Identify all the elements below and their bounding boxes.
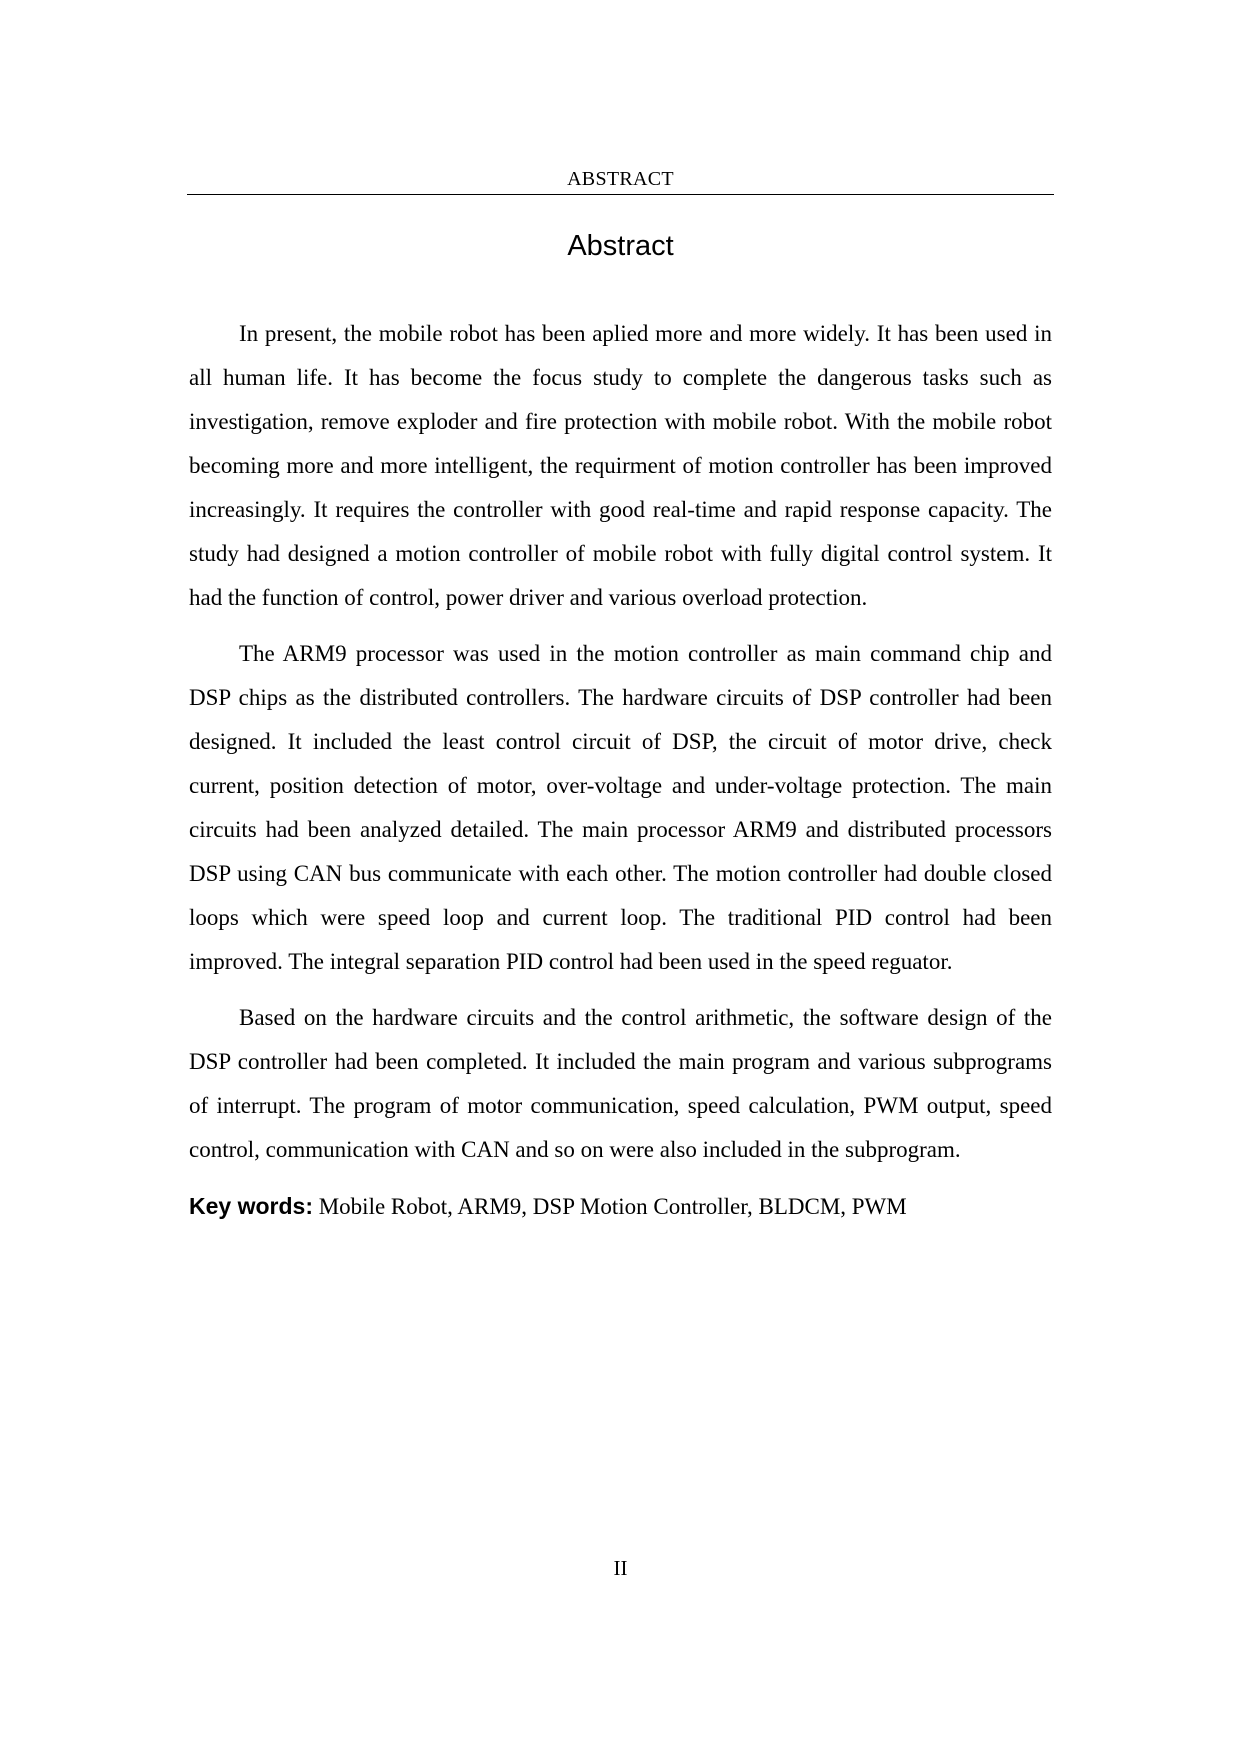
page-title: Abstract	[567, 230, 674, 262]
header-rule	[187, 194, 1054, 195]
keywords-label: Key words:	[189, 1193, 313, 1219]
abstract-paragraph-1: In present, the mobile robot has been aplied more and more widely. It has been used in all human life. It has become the focus study to complete the dangerous tasks such as investigation, remove exploder and fire protection with mobile robot. With the mobile robot becoming more and more intelligent, the requirment of motion controller has been improved increasingly. It requires the controller with good real-time and rapid response capacity. The study had designed a motion controller of mobile robot with fully digital control system. It had the function of control, power driver and various overload protection.	[189, 321, 1052, 610]
abstract-paragraph-2: The ARM9 processor was used in the motion controller as main command chip and DSP chips as the distributed controllers. The hardware circuits of DSP controller had been designed. It included the least control circuit of DSP, the circuit of motor drive, check current, position detection of motor, over-voltage and under-voltage protection. The main circuits had been analyzed detailed. The main processor ARM9 and distributed processors DSP using CAN bus communicate with each other. The motion controller had double closed loops which were speed loop and current loop. The traditional PID control had been improved. The integral separation PID control had been used in the speed reguator.	[189, 641, 1052, 974]
keywords-text: Mobile Robot, ARM9, DSP Motion Controller, BLDCM, PWM	[318, 1194, 907, 1219]
abstract-body	[189, 312, 1052, 1229]
page-number: II	[613, 1556, 628, 1580]
abstract-paragraph-3: Based on the hardware circuits and the control arithmetic, the software design of the DSP controller had been completed. It included the main program and various subprograms of interrupt. The program of motor communication, speed calculation, PWM output, speed control, communication with CAN and so on were also included in the subprogram.	[189, 1005, 1052, 1162]
keywords-line	[189, 1184, 1052, 1229]
running-header: ABSTRACT	[567, 168, 674, 190]
